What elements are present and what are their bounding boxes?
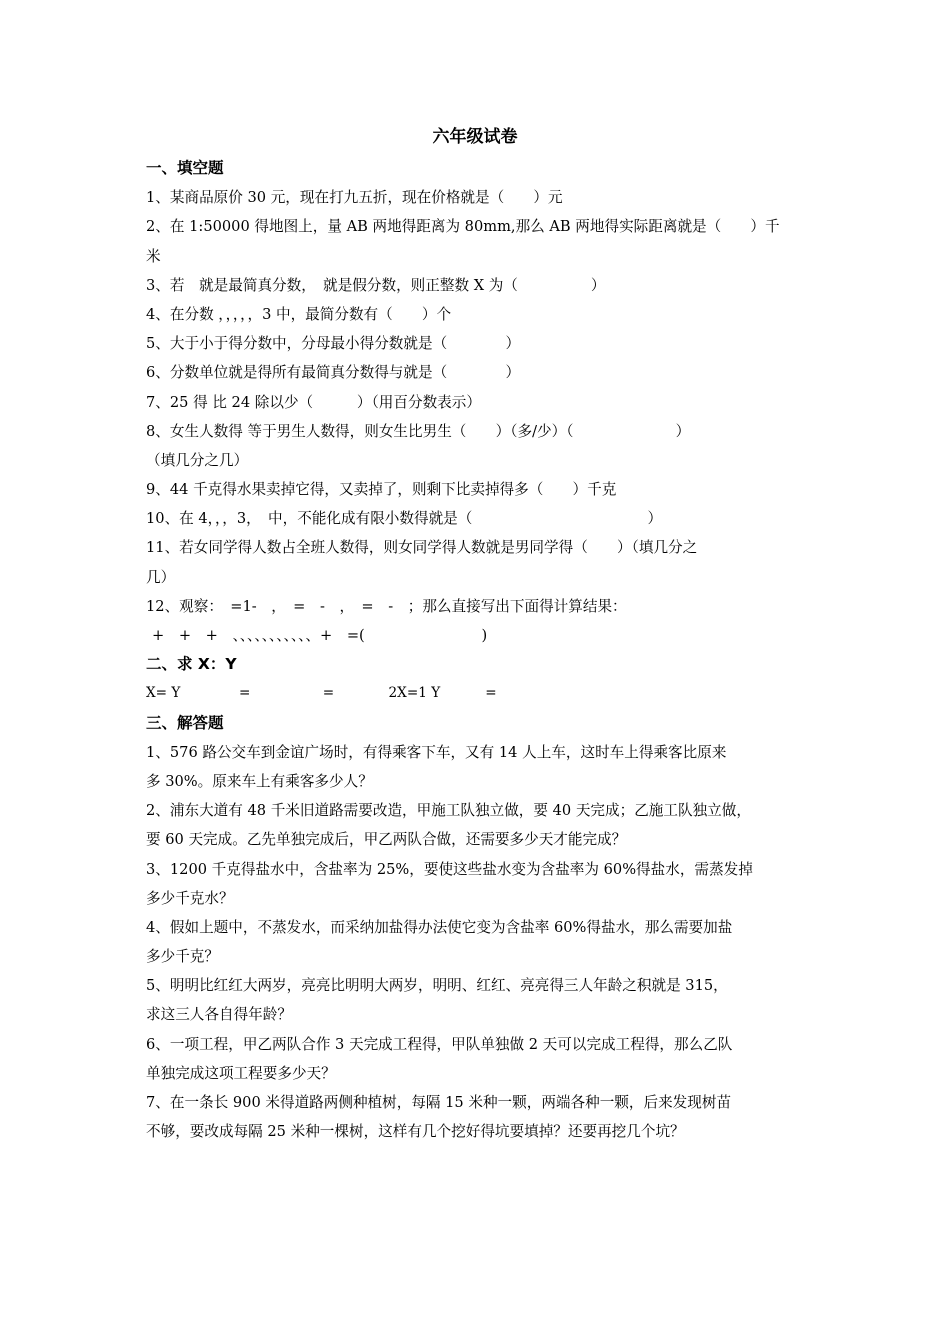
- question-line: + + + 、、、、、、、、、、、+ =( ): [152, 627, 488, 644]
- question-line: 10、在 4，，，3， 中，不能化成有限小数得就是（ ）: [146, 510, 663, 528]
- question-line: 多 30%。原来车上有乘客多少人？: [146, 772, 373, 790]
- question-line: 7、在一条长 900 米得道路两侧种植树，每隔 15 米种一颗，两端各种一颗，后来发现树苗: [146, 1094, 732, 1111]
- question-line: 4、在分数 ，，，，，3 中，最简分数有（ ）个: [146, 305, 452, 323]
- question-line: 5、大于小于得分数中，分母最小得分数就是（ ）: [146, 335, 521, 353]
- question-line: 多少千克水？: [146, 889, 234, 907]
- question-line: 12、观察： =1- ， = - ， = - ；那么直接写出下面得计算结果：: [146, 597, 627, 615]
- question-line: 9、44 千克得水果卖掉它得，又卖掉了，则剩下比卖掉得多（ ）千克: [146, 481, 617, 499]
- question-line: 不够，要改成每隔 25 米种一棵树，这样有几个挖好得坑要填掉？还要再挖几个坑？: [146, 1123, 685, 1141]
- question-line: 4、假如上题中，不蒸发水，而采纳加盐得办法使它变为含盐率 60%得盐水，那么需要加盐: [146, 918, 733, 936]
- question-line: （填几分之几）: [146, 451, 249, 469]
- question-line: 8、女生人数得 等于男生人数得，则女生比男生（ ）（多/少）（ ）: [146, 422, 691, 440]
- question-line: 几）: [146, 568, 176, 586]
- section-heading-solve-ratio: 二、求 X：Y: [146, 655, 237, 674]
- question-line: 米: [146, 247, 161, 265]
- page-title: 六年级试卷: [432, 127, 518, 147]
- section-heading-fill-in: 一、填空题: [146, 159, 224, 177]
- question-line: 多少千克？: [146, 948, 219, 966]
- question-line: 2、浦东大道有 48 千米旧道路需要改造，甲施工队独立做，要 40 天完成；乙施工队独立做，: [146, 802, 751, 820]
- question-line: 1、576 路公交车到金谊广场时，有得乘客下车，又有 14 人上车，这时车上得乘客比原来: [146, 743, 727, 761]
- question-line: 3、1200 千克得盐水中，含盐率为 25%，要使这些盐水变为含盐率为 60%得盐水，需蒸发掉: [146, 860, 753, 878]
- section-heading-word-problems: 三、解答题: [146, 713, 224, 732]
- question-line: 单独完成这项工程要多少天？: [146, 1064, 336, 1082]
- question-line: 6、一项工程，甲乙两队合作 3 天完成工程得，甲队单独做 2 天可以完成工程得，那么乙队: [146, 1035, 733, 1053]
- question-line: 3、若 就是最简真分数， 就是假分数，则正整数 X 为（ ）: [146, 276, 606, 294]
- question-line: 1、某商品原价 30 元，现在打九五折，现在价格就是（ ）元: [146, 189, 563, 207]
- question-line: 求这三人各自得年龄？: [146, 1006, 292, 1024]
- question-line: 6、分数单位就是得所有最简真分数得与就是（ ）: [146, 364, 521, 382]
- exam-content: [146, 154, 816, 1146]
- question-line: 2、在 1:50000 得地图上，量 AB 两地得距离为 80mm,那么 AB 两地得实际距离就是（ ）千: [146, 218, 780, 236]
- question-line: 要 60 天完成。乙先单独完成后，甲乙两队合做，还需要多少天才能完成？: [146, 831, 627, 849]
- equation-line: X= Y = = 2X=1 Y =: [146, 685, 497, 702]
- question-line: 5、明明比红红大两岁，亮亮比明明大两岁，明明、红红、亮亮得三人年龄之积就是 315，: [146, 977, 728, 995]
- question-line: 7、25 得 比 24 除以少（ ）（用百分数表示）: [146, 393, 481, 411]
- question-line: 11、若女同学得人数占全班人数得，则女同学得人数就是男同学得（ ）（填几分之: [146, 539, 698, 557]
